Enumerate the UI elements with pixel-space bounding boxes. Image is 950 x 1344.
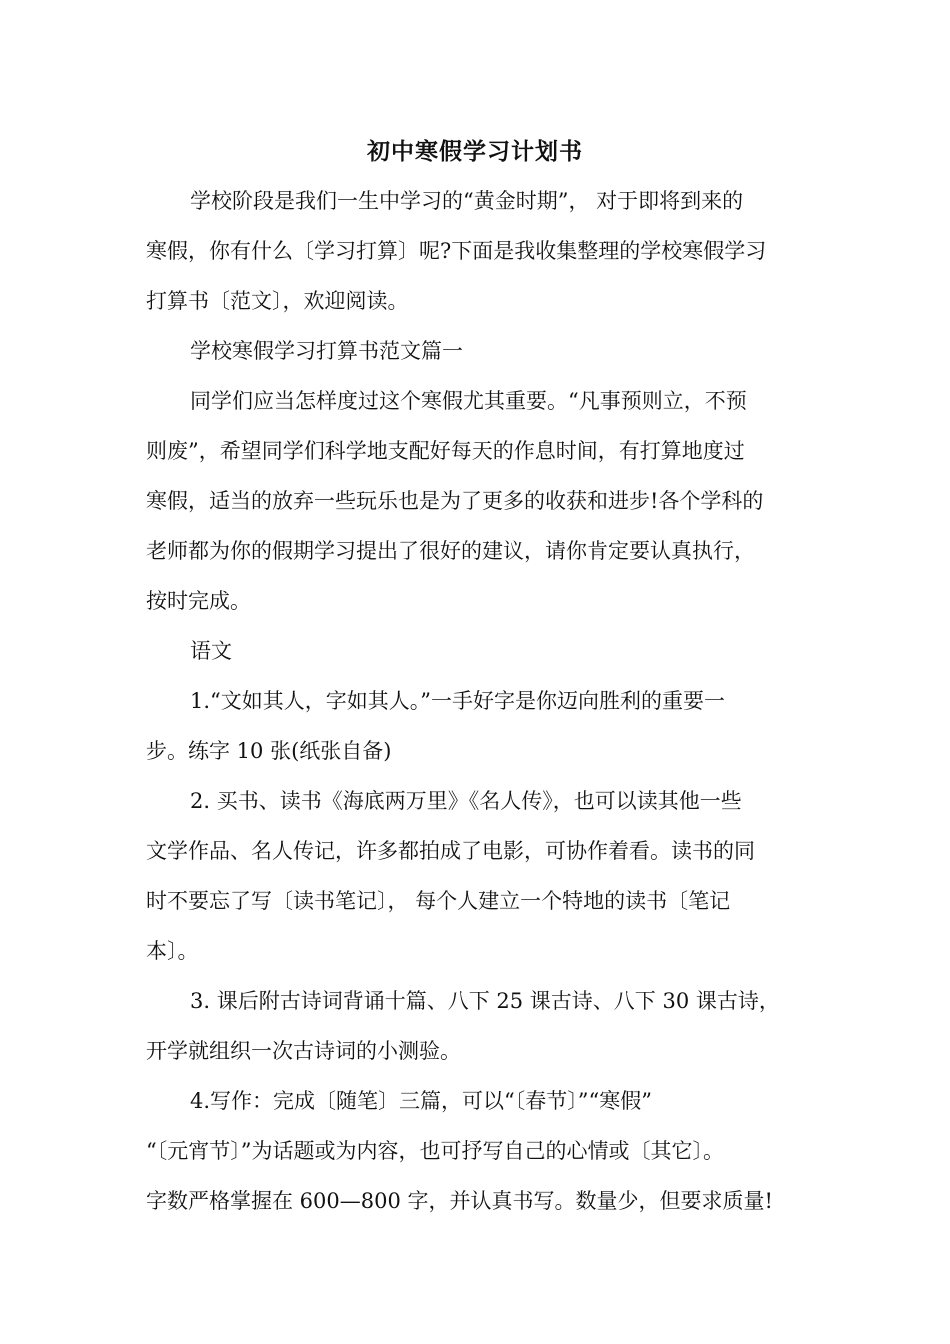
list-item-line: 文学作品、名人传记，许多都拍成了电影，可协作着看。读书的同: [146, 839, 755, 863]
list-item-line: 3. 课后附古诗词背诵十篇、八下 25 课古诗、八下 30 课古诗，: [190, 989, 780, 1013]
paragraph-line: 打算书〔范文〕，欢迎阅读。: [146, 289, 409, 313]
paragraph-line: 同学们应当怎样度过这个寒假尤其重要。“凡事预则立，不预: [190, 389, 747, 413]
list-item-line: 本〕。: [146, 939, 199, 963]
paragraph-line: 寒假，你有什么〔学习打算〕呢?下面是我收集整理的学校寒假学习: [146, 239, 767, 263]
list-item-line: 2. 买书、读书《海底两万里》《名人传》，也可以读其他一些: [190, 789, 742, 813]
paragraph-line: 寒假，适当的放弃一些玩乐也是为了更多的收获和进步!各个学科的: [146, 489, 764, 513]
paragraph-line: 则废”，希望同学们科学地支配好每天的作息时间，有打算地度过: [146, 439, 745, 463]
paragraph-line: 学校阶段是我们一生中学习的“黄金时期”， 对于即将到来的: [190, 189, 744, 213]
list-item-line: 1.“文如其人，字如其人。”一手好字是你迈向胜利的重要一: [190, 689, 726, 713]
list-item-line: 时不要忘了写〔读书笔记〕， 每个人建立一个特地的读书〔笔记: [146, 889, 731, 913]
list-item-line: 4.写作：完成〔随笔〕三篇，可以“〔春节〕”“寒假”: [190, 1089, 652, 1113]
document-title: 初中寒假学习计划书: [367, 138, 583, 165]
list-item-line: 字数严格掌握在 600—800 字，并认真书写。数量少，但要求质量!: [146, 1189, 773, 1213]
section-heading: 学校寒假学习打算书范文篇一: [190, 339, 463, 363]
list-item-line: “〔元宵节〕”为话题或为内容，也可抒写自己的心情或〔其它〕。: [146, 1139, 724, 1163]
paragraph-line: 按时完成。: [146, 589, 251, 613]
paragraph-line: 老师都为你的假期学习提出了很好的建议，请你肯定要认真执行，: [146, 539, 755, 563]
subject-heading: 语文: [190, 639, 232, 663]
list-item-line: 开学就组织一次古诗词的小测验。: [146, 1039, 461, 1063]
list-item-line: 步。练字 10 张(纸张自备): [146, 739, 392, 763]
